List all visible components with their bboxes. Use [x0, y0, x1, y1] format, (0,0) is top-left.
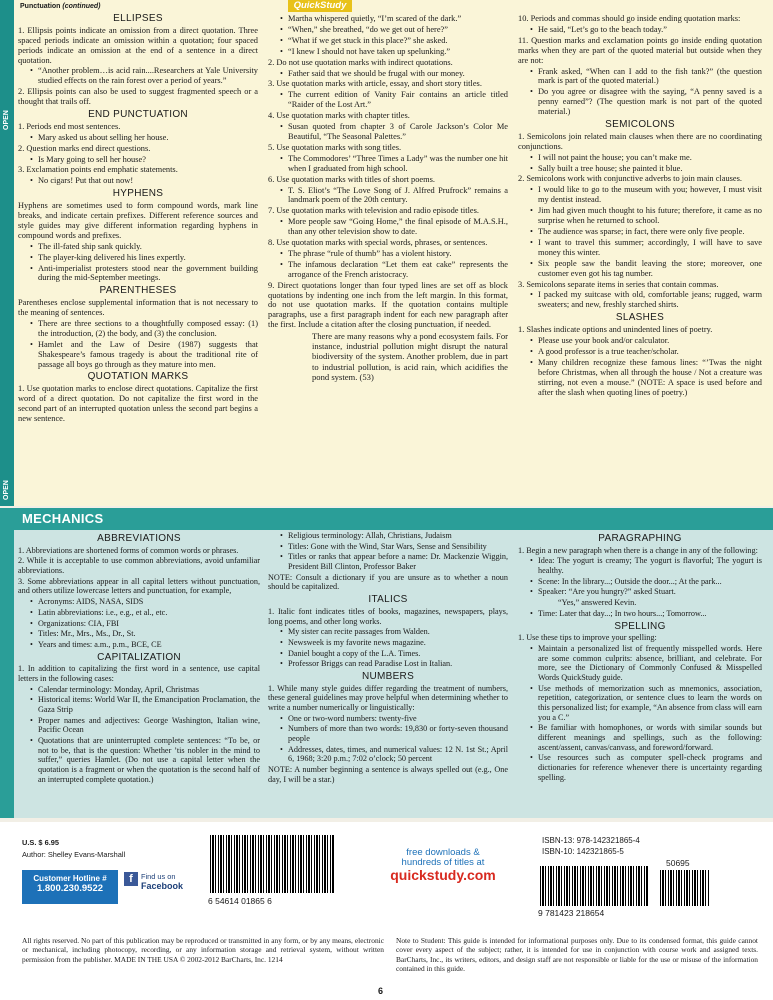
- end-example-1: • Mary asked us about selling her house.: [18, 133, 258, 143]
- parentheses-example-2: • Hamlet and the Law of Desire (1987) suggests that Shakespeare’s famous tragedy is about the traditional rite of passage all boys go through as they mature into men.: [18, 340, 258, 370]
- column-1: [18, 11, 258, 425]
- abbr-example-latin: • Latin abbreviations: i.e., e.g., et al., etc.: [18, 608, 260, 618]
- quotation-example-6: • T. S. Eliot’s “The Love Song of J. Alfred Prufrock” remains a landmark poem of the 20th century.: [268, 186, 508, 206]
- slash-example-2: • A good professor is a true teacher/scholar.: [518, 347, 762, 357]
- cap-example-historical: • Historical items: World War II, the Emancipation Proclamation, the Gaza Strip: [18, 695, 260, 714]
- quotation-rule-6: 6. Use quotation marks with titles of short poems.: [268, 174, 436, 184]
- slash-example-1: • Please use your book and/or calculator.: [518, 336, 762, 346]
- end-rule-2: 2. Question marks end direct questions.: [18, 143, 151, 153]
- paragraphing-idea: • Idea: The yogurt is creamy; The yogurt is flavorful; The yogurt is healthy.: [518, 556, 762, 575]
- hotline-label: Customer Hotline #: [33, 874, 107, 883]
- abbreviations-heading: ABBREVIATIONS: [97, 533, 181, 544]
- semicolon-rule-1: 1. Semicolons join related main clauses when there are no coordinating conjunctions.: [518, 131, 762, 151]
- price: U.S. $ 6.95: [22, 838, 59, 847]
- semicolon-example-1b: • Sally built a tree house; she painted it blue.: [518, 164, 762, 174]
- quotation-rule-10: 10. Periods and commas should go inside ending quotation marks:: [518, 14, 741, 23]
- numbers-rule-1: 1. While many style guides differ regarding the treatment of numbers, these general guidelines may prove helpful when determining whether to write a number numerically or linguistically:: [268, 683, 508, 712]
- addon-number: 50695: [666, 858, 690, 868]
- quote-example-d: • “I knew I should not have taken up spelunking.”: [268, 47, 508, 57]
- facebook-icon: f: [124, 872, 138, 886]
- quotation-example-8a: • The phrase “rule of thumb” has a violent history.: [268, 249, 508, 259]
- paragraphing-rule-1: 1. Begin a new paragraph when there is a change in any of the following:: [518, 545, 758, 555]
- quotation-rule-3: 3. Use quotation marks with article, essay, and short story titles.: [268, 79, 482, 89]
- ellipses-example: • “Another problem…is acid rain....Researchers at Yale University studied effects on the rain forest over a period of years.”: [18, 66, 258, 86]
- italics-example-2: • Newsweek is my favorite news magazine.: [268, 638, 508, 648]
- abbr-rule-2: 2. While it is acceptable to use common abbreviations, avoid unfamiliar abbreviations.: [18, 556, 260, 576]
- quotation-example-2: • Father said that we should be frugal with our money.: [268, 69, 508, 79]
- capitalization-heading: CAPITALIZATION: [97, 651, 181, 663]
- promo-block: [388, 848, 498, 883]
- end-example-2: • Is Mary going to sell her house?: [18, 155, 258, 165]
- semicolon-rule-2: 2. Semicolons work with conjunctive adverbs to join main clauses.: [518, 174, 742, 184]
- cap-example-calendar: • Calendar terminology: Monday, April, Christmas: [18, 685, 260, 695]
- italics-example-4: • Professor Briggs can read Paradise Lost in Italian.: [268, 659, 508, 669]
- quotation-example-4: • Susan quoted from chapter 3 of Carole Jackson’s Color Me Beautiful, “The Seasonal Palettes.”: [268, 122, 508, 142]
- hyphens-example-1: • The ill-fated ship sank quickly.: [18, 242, 258, 252]
- ean-barcode: [540, 866, 648, 906]
- cap-example-proper-names: • Proper names and adjectives: George Washington, Italian wine, Pacific Ocean: [18, 716, 260, 735]
- promo-site: quickstudy.com: [390, 867, 496, 883]
- page-number: 6: [378, 986, 384, 996]
- paragraphing-heading: PARAGRAPHING: [598, 533, 682, 544]
- abbr-rule-3: 3. Some abbreviations appear in all capital letters without punctuation, and others utilize lowercase letters and punctuation, for example,: [18, 576, 260, 596]
- end-punctuation-heading: END PUNCTUATION: [88, 109, 188, 121]
- end-rule-3: 3. Exclamation points end emphatic statements.: [18, 165, 178, 175]
- promo-line-2: hundreds of titles at: [401, 856, 485, 868]
- abbr-example-acronyms: • Acronyms: AIDS, NASA, SIDS: [18, 597, 260, 607]
- spelling-tip-2: • Use methods of memorization such as mnemonics, association, repetition, categorization, or sentence clues to learn the words on this personalized list; for example, “An absence from class will earn you a C.”: [518, 684, 762, 723]
- hotline-number: 1.800.230.9522: [36, 883, 104, 894]
- numbers-example-3: • Addresses, dates, times, and numerical values: 12 N. 1st St.; April 6, 1968; 3:20 p.m.; 7:02 o’clock; 50 percent: [268, 745, 508, 764]
- quotation-rule-5: 5. Use quotation marks with song titles.: [268, 142, 402, 152]
- numbers-example-1: • One or two-word numbers: twenty-five: [268, 714, 508, 724]
- quotation-example-10: • He said, “Let’s go to the beach today.”: [518, 25, 762, 35]
- addon-barcode: [660, 870, 710, 906]
- quotation-rule-9: 9. Direct quotations longer than four typed lines are set off as block quotations by indenting one inch from the left margin. In this format, do not use quotation marks. If the quotation contains multiple paragraphs, use a first paragraph indent for each new paragraph after the first. Include a citation after the closing punctuation, if needed.: [268, 280, 508, 330]
- abbr-example-organizations: • Organizations: CIA, FBI: [18, 619, 260, 629]
- mechanics-title-bar: [14, 508, 773, 530]
- mechanics-title: MECHANICS: [22, 511, 104, 526]
- block-quotation: There are many reasons why a pond ecosystem fails. For instance, industrial pollution might disrupt the natural biodiversity of the system. Another problem, due in part to industrial pollution, is acid rain, which acidifies the pond system. (53): [312, 331, 508, 382]
- spelling-tip-3: • Be familiar with homophones, or words with similar sounds but different meanings and spellings, such as the following: ascent/assent, canvas/canvass, and foreword/forward.: [518, 723, 762, 752]
- side-tab-strip-mech: [0, 508, 14, 818]
- quotation-rule-11: 11. Question marks and exclamation points go inside ending quotation marks when they are part of the quoted material but outside when they are not:: [518, 35, 762, 65]
- customer-hotline-box: [22, 870, 118, 904]
- spelling-rule-1: 1. Use these tips to improve your spelling:: [518, 633, 657, 643]
- quotation-example-5: • The Commodores’ “Three Times a Lady” was the number one hit when I graduated from high school.: [268, 154, 508, 174]
- author: Author: Shelley Evans-Marshall: [22, 850, 126, 859]
- upc-number: 6 54614 01865 6: [208, 896, 272, 906]
- slashes-heading: SLASHES: [615, 312, 665, 324]
- semicolon-example-2e: • Six people saw the bandit leaving the store; moreover, one customer even got his tag number.: [518, 259, 762, 279]
- section-header: [20, 3, 101, 10]
- promo-line-1: free downloads &: [406, 847, 480, 858]
- quote-example-c: • “What if we get stuck in this place?” she asked.: [268, 36, 508, 46]
- hyphens-example-2: • The player-king delivered his lines expertly.: [18, 253, 258, 263]
- quotation-example-7: • More people saw “Going Home,” the final episode of M.A.S.H., than any other television show to date.: [268, 217, 508, 237]
- spelling-tip-4: • Use resources such as computer spell-check programs and dictionaries for reference whenever there is uncertainty regarding spelling.: [518, 753, 762, 782]
- ellipses-rule-1: 1. Ellipsis points indicate an omission from a direct quotation. Three spaced periods indicate an omission within a quotation; four spaced periods indicate an omission at the end of a sentence in a direct quotation.: [18, 25, 258, 65]
- quotation-example-8b: • The infamous declaration “Let them eat cake” represents the arrogance of the French aristocracy.: [268, 260, 508, 280]
- cap-example-quotations: • Quotations that are uninterrupted complete sentences: “To be, or not to be, that is the question: Whether ’tis nobler in the mind to suffer,” queries Hamlet. (Do not use a capital letter when the quotation is a fragment or when the quotation is the second half of an interrupted complete quotation.): [18, 736, 260, 784]
- end-example-3: • No cigars! Put that out now!: [18, 176, 258, 186]
- quotation-rule-4: 4. Use quotation marks with chapter titles.: [268, 111, 410, 121]
- cap-rule-1: 1. In addition to capitalizing the first word in a sentence, use capital letters in the following cases:: [18, 664, 260, 683]
- quote-example-a: • Martha whispered quietly, “I’m scared of the dark.”: [268, 14, 508, 24]
- quotation-rule-8: 8. Use quotation marks with special words, phrases, or sentences.: [268, 238, 488, 248]
- hyphens-example-3: • Anti-imperialist protesters stood near the government building during the mid-September meetings.: [18, 264, 258, 284]
- italics-example-1: • My sister can recite passages from Walden.: [268, 627, 508, 637]
- spelling-tip-1: • Maintain a personalized list of frequently misspelled words. Here are some common culprits: absence, brilliant, and celebrate. For more, see the Dictionary of Commonly Confused & Misspelled Words QuickStudy guide.: [518, 644, 762, 683]
- slash-rule-1: 1. Slashes indicate options and unindented lines of poetry.: [518, 325, 713, 335]
- numbers-example-2: • Numbers of more than two words: 19,830 or forty-seven thousand people: [268, 724, 508, 743]
- quotation-example-11a: • Frank asked, “When can I add to the fish tank?” (the question mark is part of the quoted material.): [518, 67, 762, 87]
- facebook-line-1: Find us on: [141, 872, 176, 881]
- cap-note: NOTE: Consult a dictionary if you are unsure as to whether a noun should be capitalized.: [268, 572, 508, 592]
- italics-example-3: • Daniel bought a copy of the L.A. Times.: [268, 649, 508, 659]
- upc-barcode: [210, 835, 334, 893]
- parentheses-rule: Parentheses enclose supplemental information that is not necessary to the meaning of sentences.: [18, 298, 258, 318]
- quote-example-b: • “When,” she breathed, “do we get out of here?”: [268, 25, 508, 35]
- quickstudy-logo: QuickStudy: [288, 0, 352, 12]
- spelling-heading: SPELLING: [614, 620, 666, 632]
- note-to-student: Note to Student: This guide is intended for informational purposes only. Due to its condensed format, this guide cannot cover every aspect of the subject; rather, it is intended for use in conjunction with course work and assigned texts. BarCharts, Inc., its writers, editors, and design staff are not responsible or liable for the use or misuse of the information contained in this guide.: [396, 936, 758, 973]
- cap-example-titles: • Titles: Gone with the Wind, Star Wars, Sense and Sensibility: [268, 542, 508, 552]
- abbr-example-titles: • Titles: Mr., Mrs., Ms., Dr., St.: [18, 629, 260, 639]
- quotation-example-11b: • Do you agree or disagree with the saying, “A penny saved is a penny earned”? (The question mark is not part of the quoted material.): [518, 87, 762, 117]
- end-rule-1: 1. Periods end most sentences.: [18, 121, 121, 131]
- italics-rule-1: 1. Italic font indicates titles of books, magazines, newspapers, plays, long poems, and other long works.: [268, 606, 508, 626]
- semicolon-example-2a: • I would like to go to the museum with you; however, I must visit my dentist instead.: [518, 185, 762, 205]
- paragraphing-speaker: • Speaker: “Are you hungry?” asked Stuart.: [518, 587, 762, 597]
- section-name: Punctuation: [20, 3, 61, 10]
- open-tab-label: OPEN: [3, 480, 10, 500]
- quotation-rule-1: 1. Use quotation marks to enclose direct quotations. Capitalize the first word of a direct quotation. Do not capitalize the first word in the second part of an interrupted quotation unless the second part begins a new sentence.: [18, 384, 258, 423]
- semicolon-rule-3: 3. Semicolons separate items in series that contain commas.: [518, 279, 719, 289]
- semicolon-example-2c: • The audience was sparse; in fact, there were only five people.: [518, 227, 762, 237]
- quotation-marks-heading: QUOTATION MARKS: [87, 371, 189, 383]
- abbr-example-years: • Years and times: a.m., p.m., BCE, CE: [18, 640, 260, 650]
- open-tab-label: OPEN: [3, 110, 10, 130]
- isbn-13: ISBN-13: 978-142321865-4: [542, 836, 640, 845]
- facebook-line-2: Facebook: [141, 881, 184, 892]
- quotation-example-3: • The current edition of Vanity Fair contains an article titled “Raider of the Lost Art.”: [268, 90, 508, 110]
- facebook-label: [141, 872, 183, 893]
- semicolon-example-2d: • I want to travel this summer; accordingly, I will have to save money this winter.: [518, 238, 762, 258]
- mechanics-column-2: [268, 531, 508, 785]
- ellipses-heading: ELLIPSES: [113, 13, 163, 24]
- abbr-rule-1: 1. Abbreviations are shortened forms of common words or phrases.: [18, 545, 239, 555]
- italics-heading: ITALICS: [368, 594, 408, 606]
- mechanics-column-1: [18, 531, 260, 785]
- quotation-rule-2: 2. Do not use quotation marks with indirect quotations.: [268, 57, 453, 67]
- cap-example-ranks: • Titles or ranks that appear before a name: Dr. Mackenzie Wiggin, President Bill Clinton, Professor Baker: [268, 552, 508, 571]
- parentheses-example-1: • There are three sections to a thoughtfully composed essay: (1) the introduction, (2) the body, and (3) the conclusion.: [18, 319, 258, 339]
- column-3: [518, 14, 762, 398]
- footer-panel: [0, 822, 773, 1000]
- hyphens-heading: HYPHENS: [112, 188, 164, 200]
- ellipses-rule-2: 2. Ellipsis points can also be used to suggest fragmented speech or a thought that trails off.: [18, 87, 258, 107]
- cap-example-religious: • Religious terminology: Allah, Christians, Judaism: [268, 531, 508, 541]
- semicolons-heading: SEMICOLONS: [605, 119, 675, 131]
- rights-notice: All rights reserved. No part of this publication may be reproduced or transmitted in any form, or by any means, electronic or mechanical, including photocopy, recording, or any information storage and retrieval system, without written permission from the publisher. MADE IN THE USA © 2002-2012 BarCharts, Inc. 1214: [22, 936, 384, 964]
- paragraphing-scene: • Scene: In the library...; Outside the door...; At the park...: [518, 577, 762, 587]
- semicolon-example-1a: • I will not paint the house; you can’t make me.: [518, 153, 762, 163]
- mechanics-column-3: [518, 531, 762, 783]
- column-2: [268, 14, 508, 383]
- isbn-10: ISBN-10: 142321865-5: [542, 847, 624, 856]
- ean-number: 9 781423 218654: [538, 908, 605, 918]
- paragraphing-time: • Time: Later that day...; In two hours...; Tomorrow...: [518, 609, 762, 619]
- side-tab-strip-top: [0, 0, 14, 506]
- hyphens-rule: Hyphens are sometimes used to form compound words, mark line breaks, and indicate certain prefixes. Different reference sources and style guides may give different information regarding hyphens in compound words and prefixes.: [18, 201, 258, 240]
- quotation-rule-7: 7. Use quotation marks with television and radio episode titles.: [268, 206, 479, 216]
- slash-example-3: • Many children recognize these famous lines: “’Twas the night before Christmas, when all through the house / Not a creature was stirring, not even a mouse.” (NOTE: A space is used before and after the slash when quoting lines of poetry.): [518, 358, 762, 398]
- paragraphing-speaker-reply: “Yes,” answered Kevin.: [558, 598, 637, 608]
- semicolon-example-2b: • Jim had given much thought to his future; therefore, it came as no surprise when he returned to school.: [518, 206, 762, 226]
- semicolon-example-3: • I packed my suitcase with old, comfortable jeans; rugged, warm sweaters; and new, freshly starched shirts.: [518, 290, 762, 310]
- numbers-note: NOTE: A number beginning a sentence is always spelled out (e.g., One day, I will be a star.): [268, 765, 508, 784]
- numbers-heading: NUMBERS: [361, 670, 415, 682]
- parentheses-heading: PARENTHESES: [99, 285, 177, 297]
- section-note: (continued): [62, 3, 101, 10]
